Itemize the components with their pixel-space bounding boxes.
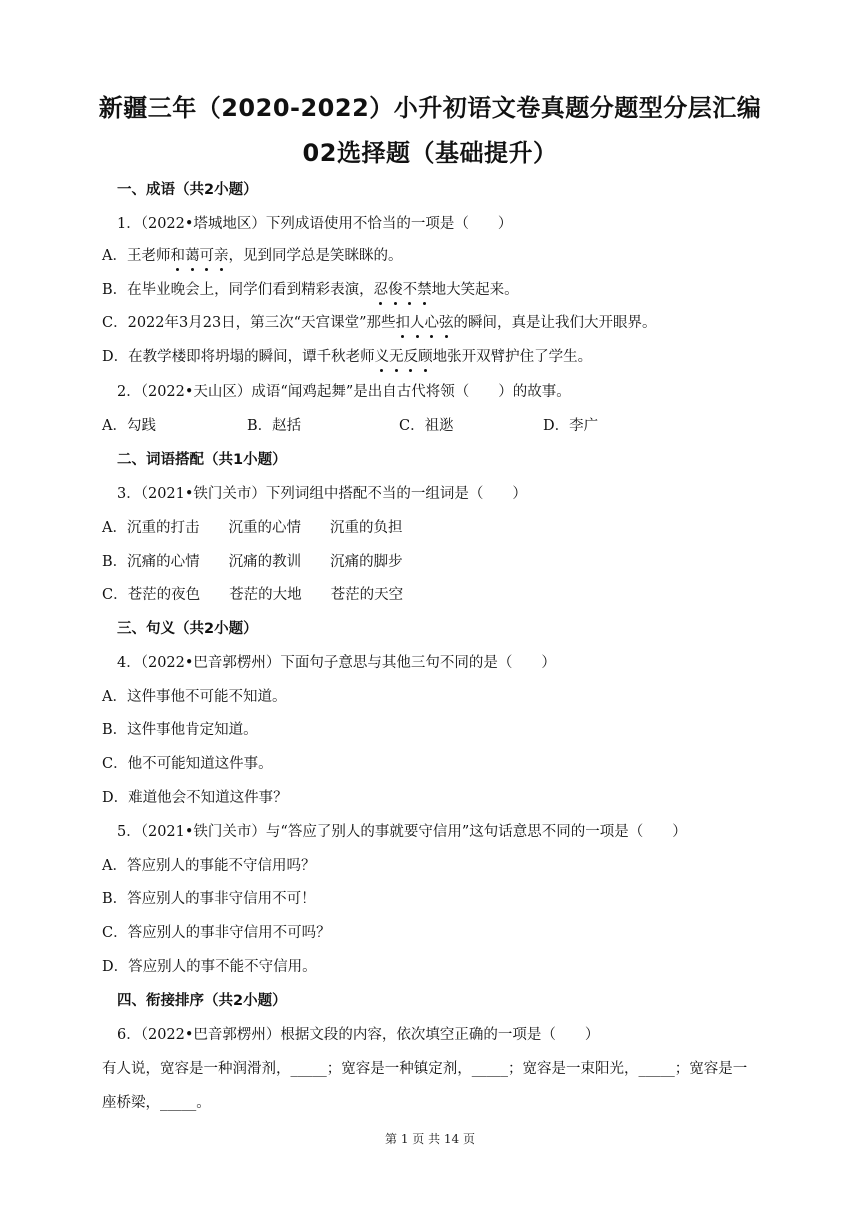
option-d bbox=[102, 347, 592, 367]
emphasis-char: 义 bbox=[374, 349, 390, 365]
section-heading: 一、成语（共2小题） bbox=[117, 182, 258, 198]
section-heading: 四、衔接排序（共2小题） bbox=[117, 993, 287, 1009]
document-subtitle: 02选择题（基础提升） bbox=[302, 139, 558, 167]
emphasis-char: 忍 bbox=[373, 282, 389, 298]
passage-line: 有人说，宽容是一种润滑剂，_____；宽容是一种镇定剂，_____；宽容是一束阳光，_____；宽容是一 bbox=[102, 1061, 748, 1077]
passage-line: 座桥梁，_____。 bbox=[102, 1095, 211, 1111]
option-a: A．这件事他不可能不知道。 bbox=[102, 689, 287, 705]
section-heading: 三、句义（共2小题） bbox=[117, 621, 258, 637]
emphasis-char: 人 bbox=[410, 315, 425, 331]
option-text: C．2022年3月23日，第三次“天宫课堂”那些 bbox=[102, 315, 396, 331]
option-text: A．王老师 bbox=[102, 248, 171, 264]
option-text: B．在毕业晚会上，同学们看到精彩表演， bbox=[102, 282, 374, 298]
dotted-idiom bbox=[375, 349, 433, 365]
option-a bbox=[102, 246, 402, 266]
emphasis-char: 禁 bbox=[417, 282, 432, 298]
option-b: B．这件事他肯定知道。 bbox=[102, 722, 258, 738]
question-stem: 6．（2022•巴音郭楞州）根据文段的内容，依次填空正确的一项是（ ） bbox=[117, 1027, 600, 1043]
option-b: B．沉痛的心情 沉痛的教训 沉痛的脚步 bbox=[102, 554, 403, 570]
option-c: C．苍茫的夜色 苍茫的大地 苍茫的天空 bbox=[102, 587, 404, 603]
emphasis-char: 无 bbox=[389, 349, 404, 365]
option-b bbox=[102, 280, 519, 300]
page-number: 第 1 页 共 14 页 bbox=[385, 1132, 475, 1146]
option-a: A．勾践 bbox=[102, 418, 156, 434]
option-c: C．答应别人的事非守信用不可吗？ bbox=[102, 925, 331, 941]
option-d: D．答应别人的事不能不守信用。 bbox=[102, 959, 317, 975]
dotted-idiom bbox=[374, 282, 432, 298]
emphasis-char: 反 bbox=[403, 349, 419, 365]
emphasis-char: 扣 bbox=[395, 315, 410, 331]
option-a: A．答应别人的事能不守信用吗？ bbox=[102, 858, 316, 874]
emphasis-char: 蔼 bbox=[184, 248, 200, 264]
question-stem: 4．（2022•巴音郭楞州）下面句子意思与其他三句不同的是（ ） bbox=[117, 655, 556, 671]
option-c: C．祖逖 bbox=[399, 418, 454, 434]
emphasis-char: 可 bbox=[199, 248, 214, 264]
option-text: 地大笑起来。 bbox=[431, 282, 519, 298]
question-stem: 3．（2021•铁门关市）下列词组中搭配不当的一组词是（ ） bbox=[117, 486, 527, 502]
option-text: ，见到同学总是笑眯眯的。 bbox=[228, 248, 403, 264]
option-text: 地张开双臂护住了学生。 bbox=[432, 349, 593, 365]
dotted-idiom bbox=[170, 248, 228, 264]
emphasis-char: 心 bbox=[424, 315, 439, 331]
section-heading: 二、词语搭配（共1小题） bbox=[117, 452, 287, 468]
emphasis-char: 和 bbox=[170, 248, 185, 264]
option-a: A．沉重的打击 沉重的心情 沉重的负担 bbox=[102, 520, 403, 536]
question-stem: 2．（2022•天山区）成语“闻鸡起舞”是出自古代将领（ ）的故事。 bbox=[117, 384, 571, 400]
option-c: C．他不可能知道这件事。 bbox=[102, 756, 273, 772]
dotted-idiom bbox=[396, 315, 454, 331]
option-text: D．在教学楼即将坍塌的瞬间，谭千秋老师 bbox=[102, 349, 375, 365]
option-b: B．答应别人的事非守信用不可！ bbox=[102, 891, 316, 907]
option-c bbox=[102, 313, 657, 333]
question-stem: 1．（2022•塔城地区）下列成语使用不恰当的一项是（ ） bbox=[117, 216, 513, 232]
emphasis-char: 亲 bbox=[213, 248, 229, 264]
option-d: D．李广 bbox=[543, 418, 599, 434]
emphasis-char: 弦 bbox=[439, 315, 454, 331]
emphasis-char: 不 bbox=[402, 282, 418, 298]
option-text: 的瞬间，真是让我们大开眼界。 bbox=[453, 315, 657, 331]
question-stem: 5．（2021•铁门关市）与“答应了别人的事就要守信用”这句话意思不同的一项是（ ） bbox=[117, 824, 687, 840]
option-b: B．赵括 bbox=[247, 418, 302, 434]
document-title: 新疆三年（2020-2022）小升初语文卷真题分题型分层汇编 bbox=[98, 94, 762, 122]
emphasis-char: 俊 bbox=[388, 282, 403, 298]
option-d: D．难道他会不知道这件事？ bbox=[102, 790, 288, 806]
emphasis-char: 顾 bbox=[418, 349, 433, 365]
